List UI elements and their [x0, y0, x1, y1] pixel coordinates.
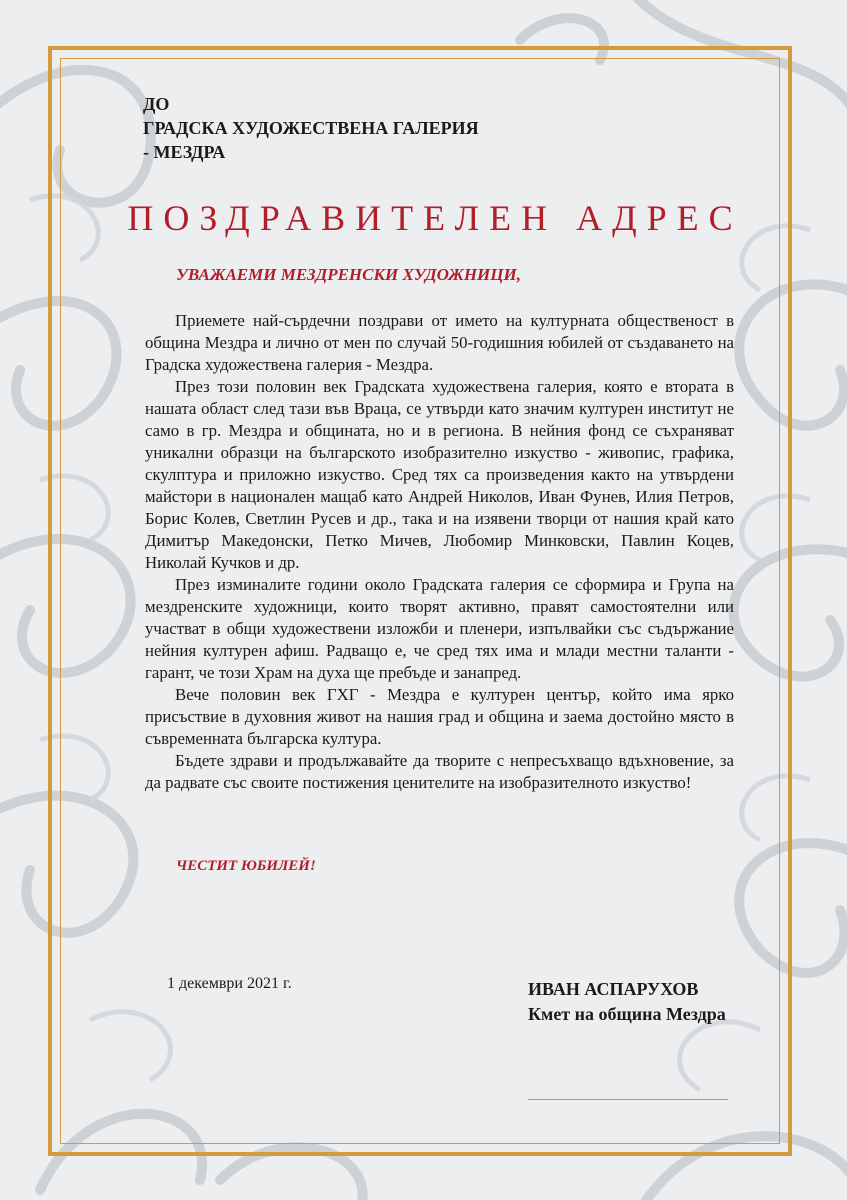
signer-position: Кмет на община Мездра — [528, 1004, 726, 1024]
signature-line — [528, 1099, 728, 1100]
paragraph-5: Бъдете здрави и продължавайте да творите с непресъхващо вдъхновение, за да радвате със своите постижения ценителите на изобразителното изкуство! — [145, 751, 734, 792]
document-title: ПОЗДРАВИТЕЛЕН АДРЕС — [127, 198, 743, 238]
letter-body — [145, 310, 734, 794]
salutation: УВАЖАЕМИ МЕЗДРЕНСКИ ХУДОЖНИЦИ, — [176, 265, 521, 284]
paragraph-3: През изминалите години около Градската галерия се сформира и Група на мездренските художници, които творят активно, правят самостоятелни или участват в общи художествени изложби и пленери, изпълвайки със съдържание нейния културен афиш. Радващо е, че сред тях има и млади местни таланти - гарант, че този Храм на духа ще пребъде и занапред. — [145, 575, 734, 682]
recipient-line-3: - МЕЗДРА — [143, 142, 226, 162]
letter-date: 1 декември 2021 г. — [167, 975, 292, 992]
recipient-block — [143, 92, 603, 164]
recipient-line-1: ДО — [143, 94, 170, 114]
signer-block — [528, 977, 726, 1027]
recipient-line-2: ГРАДСКА ХУДОЖЕСТВЕНА ГАЛЕРИЯ — [143, 118, 479, 138]
paragraph-2: През този половин век Градската художествена галерия, която е втората в нашата област след тази във Враца, се утвърди като значим културен институт не само в гр. Мездра и общината, но и в региона. В нейния фонд се съхраняват уникални образци на българското изобразително изкуство - живопис, графика, скулптура и приложно изкуство. Сред тях са произведения както на утвърдени майстори в национален мащаб като Андрей Николов, Иван Фунев, Илия Петров, Борис Колев, Светлин Русев и др., така и на изявени творци от нашия край като Димитър Македонски, Петко Мичев, Любомир Минковски, Павлин Коцев, Николай Кучков и др. — [145, 377, 734, 572]
signer-name: ИВАН АСПАРУХОВ — [528, 979, 699, 999]
closing-wish: ЧЕСТИТ ЮБИЛЕЙ! — [176, 858, 316, 874]
paragraph-4: Вече половин век ГХГ - Мездра е културен център, който има ярко присъствие в духовния живот на нашия град и община и заема достойно място в съвременната българска култура. — [145, 685, 734, 748]
paragraph-1: Приемете най-сърдечни поздрави от името на културната общественост в община Мездра и лично от мен по случай 50-годишния юбилей от създаването на Градска художествена галерия - Мездра. — [145, 311, 734, 374]
